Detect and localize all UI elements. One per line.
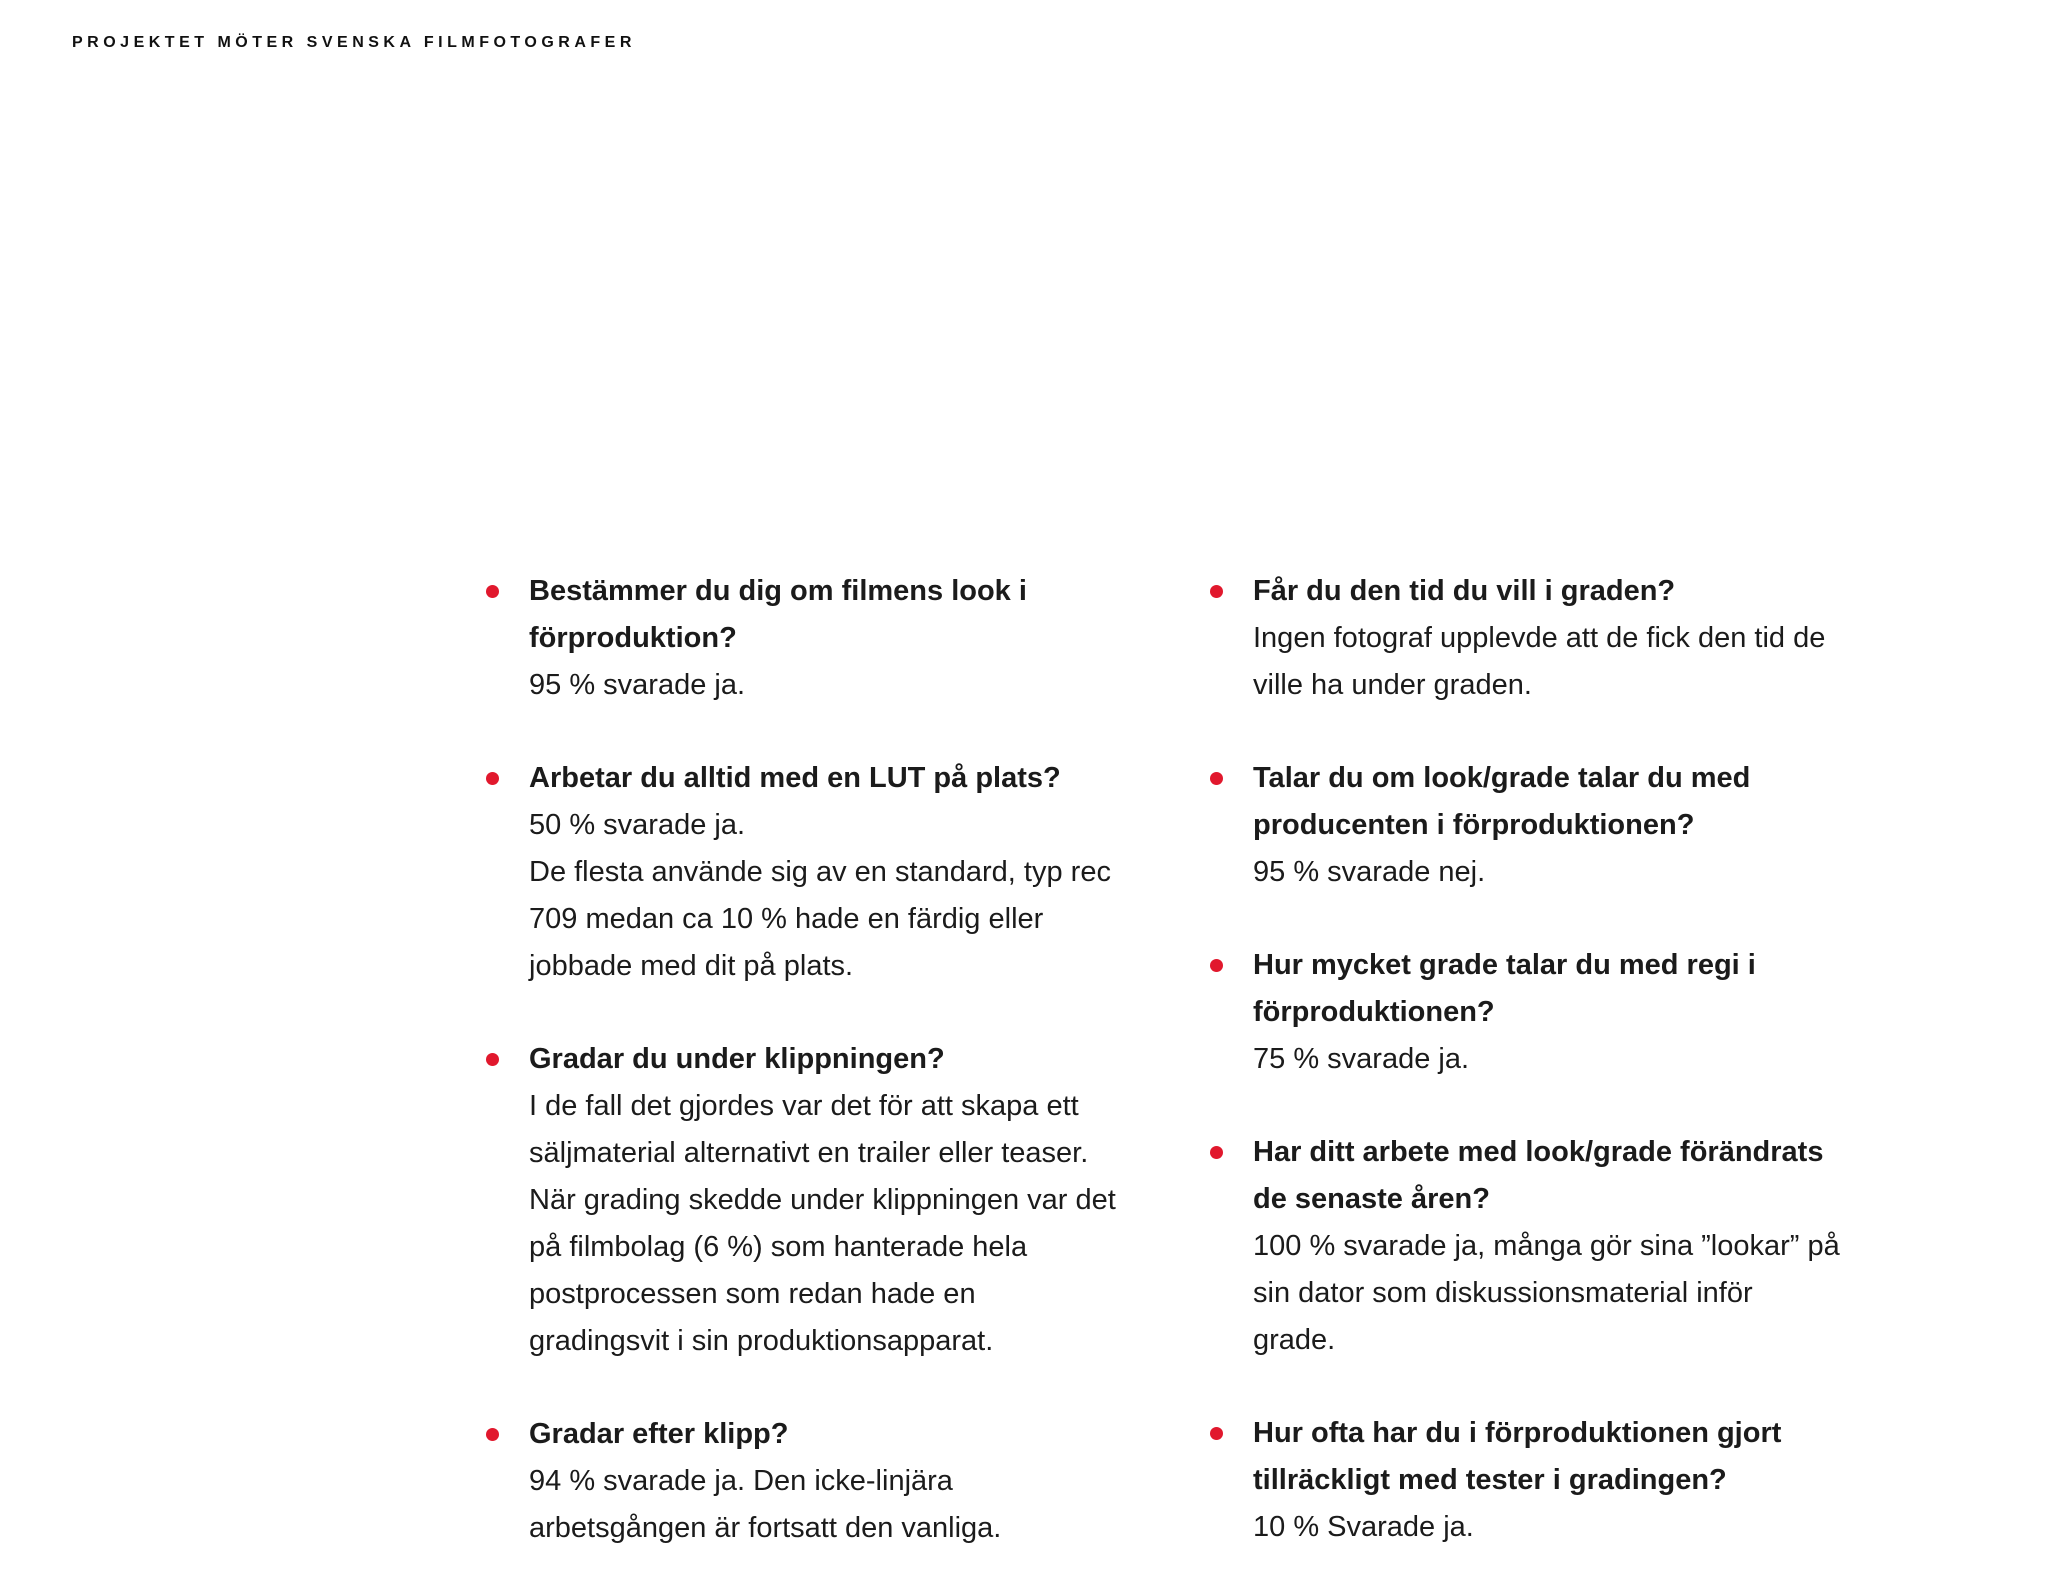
bullet-icon — [1210, 1146, 1223, 1159]
answer-text: I de fall det gjordes var det för att skapa ett säljmaterial alternativt en trailer eller teaser. När grading skedde under klippningen var det på filmbolag (6 %) som hanterade hela postprocessen som redan hade en gradingsvit i sin produktionsapparat. — [529, 1090, 1116, 1357]
qa-text — [529, 755, 1118, 990]
qa-text — [1253, 755, 1842, 896]
qa-item — [1210, 1129, 1842, 1364]
bullet-icon — [486, 585, 499, 598]
question-text: Gradar du under klippningen? — [529, 1043, 945, 1075]
qa-columns — [486, 568, 1842, 1552]
question-text: Bestämmer du dig om filmens look i förproduktion? — [529, 575, 1027, 654]
page-header: PROJEKTET MÖTER SVENSKA FILMFOTOGRAFER — [72, 34, 636, 51]
qa-column-right — [1210, 568, 1842, 1552]
answer-text: 50 % svarade ja. — [529, 809, 746, 841]
bullet-icon — [1210, 1427, 1223, 1440]
answer-text: Ingen fotograf upplevde att de fick den tid de ville ha under graden. — [1253, 622, 1826, 701]
question-text: Får du den tid du vill i graden? — [1253, 575, 1676, 607]
question-text: Hur ofta har du i förproduktionen gjort tillräckligt med tester i gradingen? — [1253, 1417, 1782, 1496]
qa-item — [1210, 942, 1842, 1083]
question-text: Har ditt arbete med look/grade förändrats de senaste åren? — [1253, 1136, 1824, 1215]
question-text: Hur mycket grade talar du med regi i förproduktionen? — [1253, 949, 1756, 1028]
answer-text: 100 % svarade ja, många gör sina ”lookar” på sin dator som diskussionsmaterial inför grade. — [1253, 1230, 1840, 1356]
qa-item — [1210, 1410, 1842, 1551]
qa-item — [486, 755, 1118, 990]
qa-text — [1253, 1129, 1842, 1364]
qa-item — [486, 1411, 1118, 1552]
qa-item — [1210, 568, 1842, 709]
qa-text — [529, 568, 1118, 709]
question-text: Talar du om look/grade talar du med producenten i förproduktionen? — [1253, 762, 1751, 841]
answer-text: 95 % svarade nej. — [1253, 856, 1486, 888]
bullet-icon — [1210, 959, 1223, 972]
qa-item — [1210, 755, 1842, 896]
qa-text — [1253, 1410, 1842, 1551]
qa-column-left — [486, 568, 1118, 1552]
qa-item — [486, 1036, 1118, 1365]
qa-text — [1253, 568, 1842, 709]
answer-text: De flesta använde sig av en standard, typ rec 709 medan ca 10 % hade en färdig eller jobbade med dit på plats. — [529, 856, 1111, 982]
answer-text: 94 % svarade ja. Den icke-linjära arbetsgången är fortsatt den vanliga. — [529, 1465, 1002, 1544]
qa-item — [486, 568, 1118, 709]
bullet-icon — [486, 772, 499, 785]
qa-text — [529, 1411, 1118, 1552]
bullet-icon — [486, 1053, 499, 1066]
bullet-icon — [1210, 772, 1223, 785]
bullet-icon — [486, 1428, 499, 1441]
answer-text: 75 % svarade ja. — [1253, 1043, 1470, 1075]
qa-text — [529, 1036, 1118, 1365]
qa-text — [1253, 942, 1842, 1083]
question-text: Arbetar du alltid med en LUT på plats? — [529, 762, 1061, 794]
answer-text: 10 % Svarade ja. — [1253, 1511, 1474, 1543]
question-text: Gradar efter klipp? — [529, 1418, 789, 1450]
answer-text: 95 % svarade ja. — [529, 669, 746, 701]
bullet-icon — [1210, 585, 1223, 598]
